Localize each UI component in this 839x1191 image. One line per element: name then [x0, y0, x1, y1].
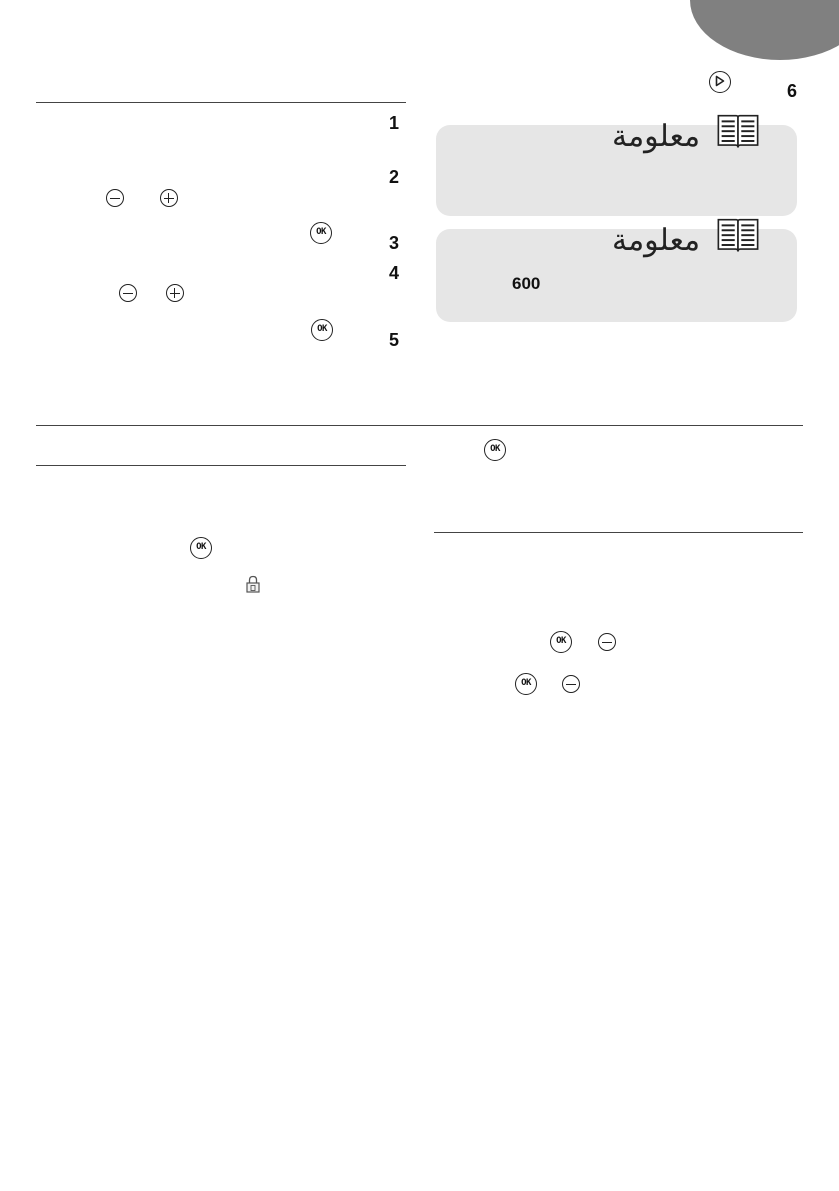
minus-button-icon: [598, 633, 616, 651]
ok-button-icon: OK: [190, 537, 212, 559]
step-number-2: 2: [389, 167, 400, 187]
book-icon: [712, 218, 764, 254]
play-button-icon: [709, 71, 731, 93]
info-box-title: معلومة: [612, 119, 701, 154]
minus-button-icon: [119, 284, 137, 302]
ok-button-icon: OK: [310, 222, 332, 244]
section-divider: [36, 102, 406, 103]
section-divider: [36, 425, 803, 426]
section-divider: [36, 465, 406, 466]
step-number-6: 6: [787, 81, 798, 101]
step-number-1: 1: [389, 113, 400, 133]
lock-icon: [246, 575, 260, 593]
ok-button-icon: OK: [515, 673, 537, 695]
minus-button-icon: [106, 189, 124, 207]
step-number-3: 3: [389, 233, 400, 253]
step-number-5: 5: [389, 330, 400, 350]
chapter-tab: [690, 0, 839, 60]
info-value: 600: [512, 274, 541, 293]
ok-button-icon: OK: [484, 439, 506, 461]
section-divider: [434, 532, 803, 533]
plus-button-icon: [166, 284, 184, 302]
book-icon: [712, 114, 764, 150]
step-number-4: 4: [389, 263, 400, 283]
ok-button-icon: OK: [550, 631, 572, 653]
ok-button-icon: OK: [311, 319, 333, 341]
info-box-title: معلومة: [612, 223, 701, 258]
plus-button-icon: [160, 189, 178, 207]
minus-button-icon: [562, 675, 580, 693]
